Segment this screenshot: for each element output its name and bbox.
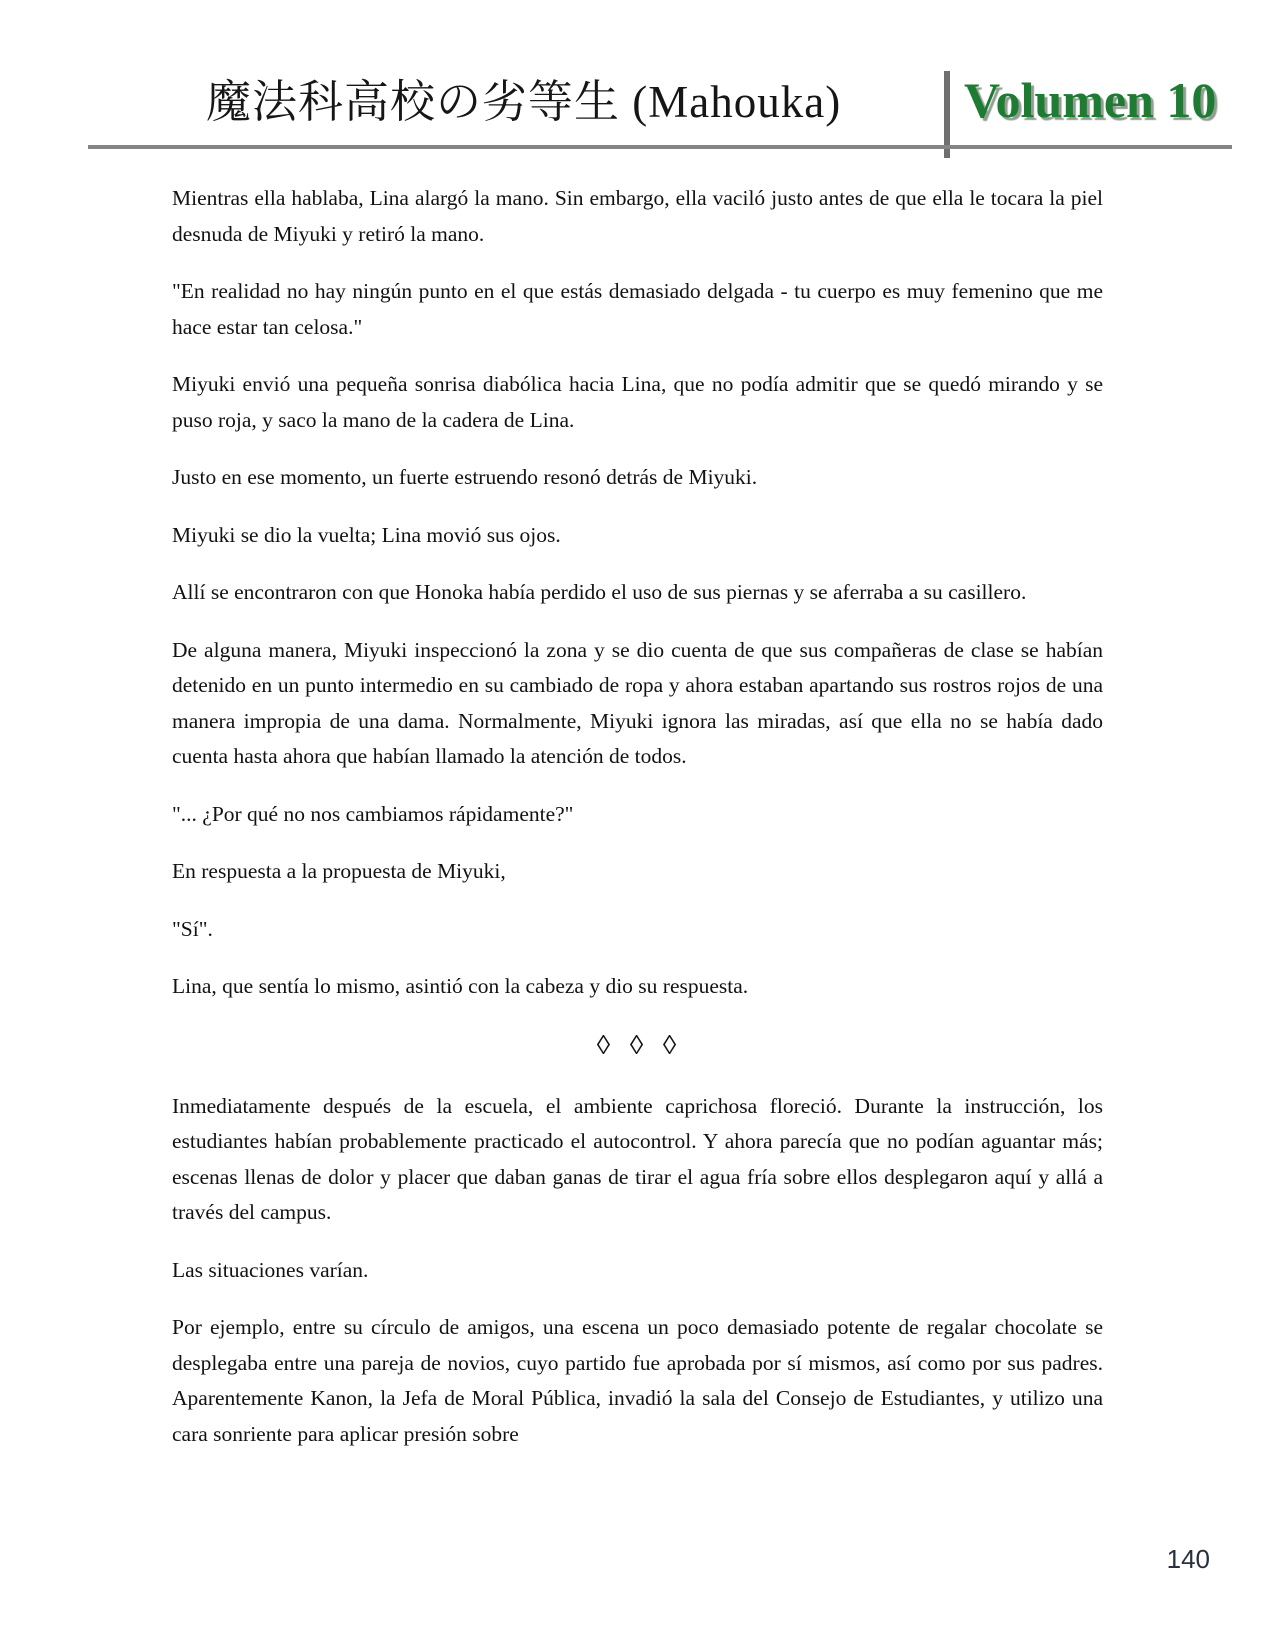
page-header bbox=[0, 0, 1275, 160]
paragraph: "En realidad no hay ningún punto en el que estás demasiado delgada - tu cuerpo es muy femenino que me hace estar tan celosa." bbox=[172, 279, 1103, 339]
paragraph: Inmediatamente después de la escuela, el ambiente caprichosa floreció. Durante la instrucción, los estudiantes habían probablemente practicado el autocontrol. Y ahora parecía que no podían aguantar más; escenas llenas de dolor y placer que daban ganas de tirar el agua fría sobre ellos desplegaron aquí y allá a través del campus. bbox=[172, 1093, 1103, 1224]
paragraph: Miyuki envió una pequeña sonrisa diabólica hacia Lina, que no podía admitir que se quedó mirando y se puso roja, y saco la mano de la cadera de Lina. bbox=[172, 372, 1103, 432]
paragraph: Por ejemplo, entre su círculo de amigos, una escena un poco demasiado potente de regalar chocolate se desplegaba entre una pareja de novios, cuyo partido fue aprobada por sí mismos, así como por sus padres. Aparentemente Kanon, la Jefa de Moral Pública, invadió la sala del Consejo de Estudiantes, y utilizo una cara sonriente para aplicar presión sobre bbox=[172, 1315, 1103, 1446]
scene-break-diamonds: ◊ ◊ ◊ bbox=[596, 1029, 679, 1060]
paragraph: Miyuki se dio la vuelta; Lina movió sus ojos. bbox=[172, 522, 561, 547]
paragraph: "... ¿Por qué no nos cambiamos rápidamente?" bbox=[172, 801, 574, 826]
paragraph: Allí se encontraron con que Honoka había perdido el uso de sus piernas y se aferraba a su casillero. bbox=[172, 580, 1027, 604]
paragraph: En respuesta a la propuesta de Miyuki, bbox=[172, 859, 506, 883]
body-text bbox=[172, 181, 1103, 1474]
series-title: 魔法科高校の劣等生 (Mahouka) bbox=[206, 77, 842, 127]
paragraph: Las situaciones varían. bbox=[172, 1257, 369, 1282]
volume-label: Volumen 10 bbox=[964, 72, 1217, 128]
paragraph: "Sí". bbox=[172, 916, 213, 941]
paragraph: Mientras ella hablaba, Lina alargó la mano. Sin embargo, ella vaciló justo antes de que ella le tocara la piel desnuda de Miyuki y retiró la mano. bbox=[172, 186, 1103, 246]
page-number: 140 bbox=[1166, 1544, 1210, 1574]
header-rule bbox=[88, 145, 1232, 149]
paragraph: Lina, que sentía lo mismo, asintió con la cabeza y dio su respuesta. bbox=[172, 974, 749, 998]
paragraph: De alguna manera, Miyuki inspeccionó la zona y se dio cuenta de que sus compañeras de clase se habían detenido en un punto intermedio en su cambiado de ropa y ahora estaban apartando sus rostros rojos de una manera impropia de una dama. Normalmente, Miyuki ignora las miradas, así que ella no se había dado cuenta hasta ahora que habían llamado la atención de todos. bbox=[172, 637, 1103, 768]
paragraph: Justo en ese momento, un fuerte estruendo resonó detrás de Miyuki. bbox=[172, 465, 758, 489]
